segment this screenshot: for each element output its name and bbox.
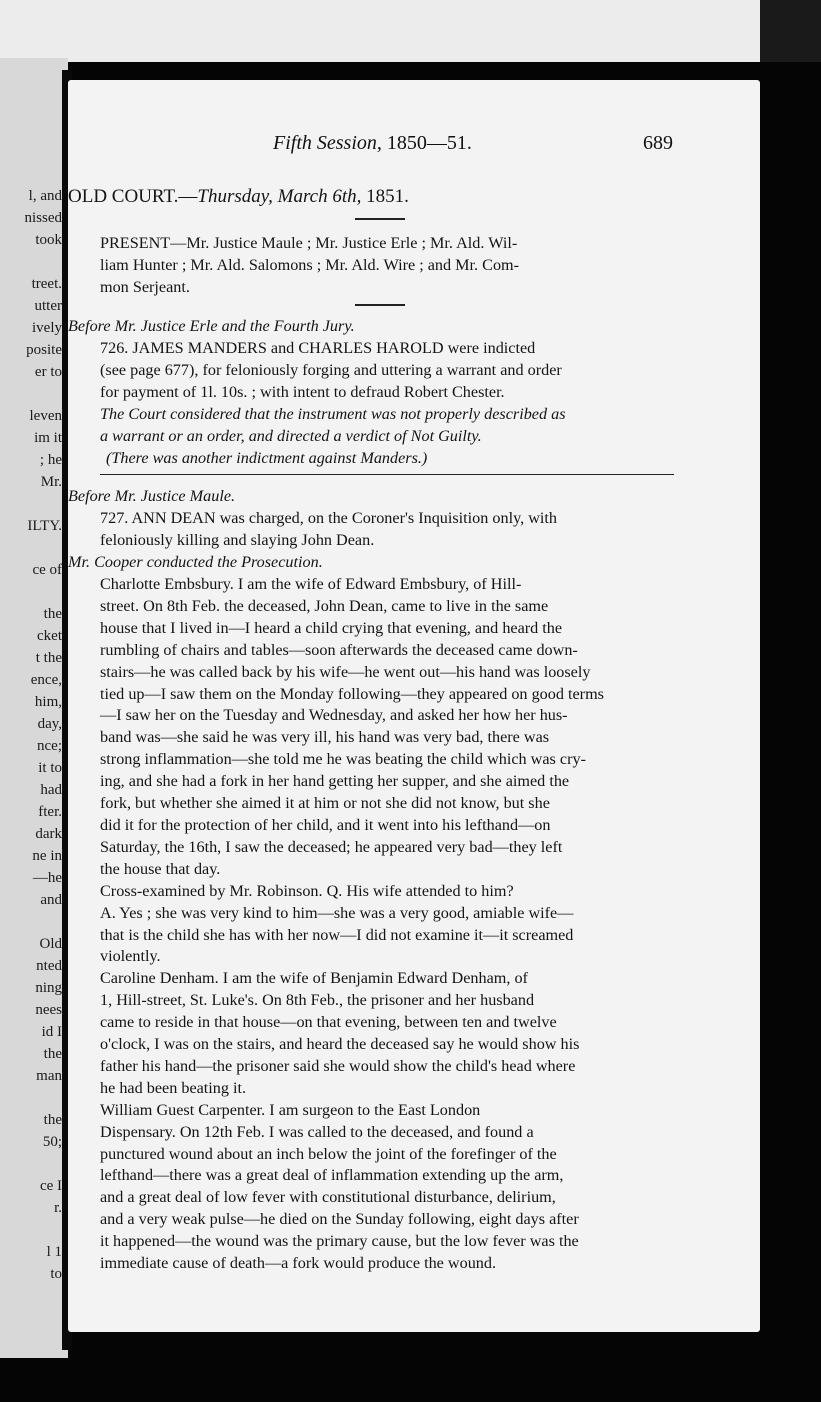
section2-heading: Before Mr. Justice Maule. — [68, 487, 236, 505]
facing-page-text: ning — [35, 980, 62, 996]
facing-page-text: posite — [26, 342, 62, 358]
testimony-line: stairs—he was called back by his wife—he went out—his hand was loosely — [100, 662, 591, 681]
facing-page-text: the — [43, 1046, 62, 1062]
case-726-verdict — [100, 404, 674, 448]
section-divider — [100, 474, 674, 475]
testimony-line: and a great deal of low fever with constitutional disturbance, delirium, — [100, 1188, 556, 1207]
testimony-line: strong inflammation—she told me he was beating the child which was cry- — [100, 750, 586, 769]
facing-page-text: fter. — [38, 804, 62, 820]
case-726-note: (There was another indictment against Manders.) — [106, 449, 428, 467]
testimony-line: rumbling of chairs and tables—soon afterwards the deceased came down- — [100, 640, 578, 659]
present-line: PRESENT—Mr. Justice Maule ; Mr. Justice Erle ; Mr. Ald. Wil- — [100, 234, 518, 252]
testimony-line: house that I lived in—I heard a child crying that evening, and heard the — [100, 618, 563, 637]
facing-page-text: —he — [32, 870, 62, 886]
scan-top-corner — [760, 0, 821, 62]
case-727 — [100, 508, 674, 552]
facing-page-text: it to — [38, 760, 62, 776]
facing-page-text: l, and — [28, 188, 62, 204]
case-line: 726. JAMES MANDERS and CHARLES HAROLD were indicted — [100, 339, 536, 357]
present-rule — [355, 304, 405, 306]
facing-page-text: t the — [35, 650, 62, 666]
court-date: Thursday, March 6th, — [197, 186, 362, 207]
facing-page-text: nce; — [37, 738, 62, 754]
testimony-line: 1, Hill-street, St. Luke's. On 8th Feb., the prisoner and her husband — [100, 991, 535, 1010]
facing-page-text: day, — [37, 716, 62, 732]
case-726 — [100, 338, 674, 404]
scan-top-margin — [0, 0, 821, 62]
testimony-block — [100, 574, 674, 1275]
facing-page-text: the — [43, 606, 62, 622]
facing-page-text: the — [43, 1112, 62, 1128]
page-number: 689 — [643, 132, 673, 154]
facing-page-text: Old — [39, 936, 62, 952]
testimony-line: band was—she said he was very ill, his hand was very bad, there was — [100, 728, 550, 747]
facing-page-text: nees — [35, 1002, 62, 1018]
case-line: (see page 677), for feloniously forging and uttering a warrant and order — [100, 360, 562, 379]
present-line: liam Hunter ; Mr. Ald. Salomons ; Mr. Ald. Wire ; and Mr. Com- — [100, 255, 520, 274]
facing-page-text: ne in — [32, 848, 62, 864]
verdict-line: a warrant or an order, and directed a verdict of Not Guilty. — [100, 426, 482, 445]
facing-page-text: im it — [34, 430, 62, 446]
testimony-line: Dispensary. On 12th Feb. I was called to the deceased, and found a — [100, 1122, 534, 1141]
testimony-line: —I saw her on the Tuesday and Wednesday, and asked her how her hus- — [100, 706, 568, 725]
facing-page-text: leven — [29, 408, 62, 424]
testimony-line: o'clock, I was on the stairs, and heard the deceased say he would show his — [100, 1035, 580, 1054]
facing-page-text: ILTY. — [27, 518, 62, 534]
testimony-line: punctured wound about an inch below the joint of the forefinger of the — [100, 1144, 557, 1163]
running-head — [273, 132, 472, 155]
testimony-line: tied up—I saw them on the Monday following—they appeared on good terms — [100, 684, 604, 703]
present-block — [100, 233, 674, 299]
testimony-line: Caroline Denham. I am the wife of Benjamin Edward Denham, of — [100, 969, 528, 988]
session-years: 1850—51. — [386, 132, 472, 154]
testimony-line: he had been beating it. — [100, 1078, 247, 1097]
testimony-line: Charlotte Embsbury. I am the wife of Edward Embsbury, of Hill- — [100, 575, 522, 593]
testimony-line: father his hand—the prisoner said she would show the child's head where — [100, 1056, 576, 1075]
verdict-line: The Court considered that the instrument was not properly described as — [100, 405, 566, 423]
facing-page-text: treet. — [31, 276, 62, 292]
facing-page-text: to — [50, 1266, 62, 1282]
testimony-line: immediate cause of death—a fork would produce the wound. — [100, 1254, 497, 1273]
facing-page-text: dark — [35, 826, 62, 842]
facing-page-text: ce I — [39, 1178, 62, 1194]
facing-page-text: 50; — [42, 1134, 62, 1150]
court-heading — [68, 186, 760, 208]
heading-rule — [355, 218, 405, 220]
testimony-line: ing, and she had a fork in her hand getting her supper, and she aimed the — [100, 772, 570, 791]
session-title: Fifth Session, — [273, 132, 382, 154]
present-line: mon Serjeant. — [100, 277, 190, 296]
testimony-line: violently. — [100, 947, 161, 966]
document-page — [68, 80, 760, 1332]
facing-page-text: l 1 — [46, 1244, 62, 1260]
facing-page-text: er to — [34, 364, 62, 380]
testimony-line: fork, but whether she aimed it at him or not she did not know, but she — [100, 794, 550, 813]
facing-page-text: id I — [41, 1024, 62, 1040]
facing-page-text: took — [35, 232, 62, 248]
facing-page-text: r. — [54, 1200, 62, 1216]
case-line: for payment of 1l. 10s. ; with intent to defraud Robert Chester. — [100, 382, 505, 401]
testimony-line: Saturday, the 16th, I saw the deceased; he appeared very bad—they left — [100, 837, 563, 856]
testimony-line: the house that day. — [100, 859, 221, 878]
court-name: OLD COURT.— — [68, 186, 198, 207]
facing-page-text: ively — [32, 320, 62, 336]
testimony-line: Cross-examined by Mr. Robinson. Q. His wife attended to him? — [100, 881, 514, 900]
testimony-line: did it for the protection of her child, and it went into his lefthand—on — [100, 815, 551, 834]
facing-page-text: nissed — [24, 210, 62, 226]
section1-heading: Before Mr. Justice Erle and the Fourth Jury. — [68, 317, 355, 335]
facing-page-text: had — [40, 782, 62, 798]
facing-page-text: utter — [34, 298, 62, 314]
testimony-line: A. Yes ; she was very kind to him—she was a very good, amiable wife— — [100, 903, 574, 922]
facing-page-text: Mr. — [40, 474, 62, 490]
facing-page-text: ce of — [32, 562, 62, 578]
testimony-line: street. On 8th Feb. the deceased, John Dean, came to live in the same — [100, 596, 549, 615]
testimony-line: it happened—the wound was the primary cause, but the low fever was the — [100, 1232, 579, 1251]
testimony-line: William Guest Carpenter. I am surgeon to the East London — [100, 1100, 481, 1119]
facing-page-edge — [0, 58, 68, 1358]
court-year: 1851. — [366, 186, 409, 207]
case-line: feloniously killing and slaying John Dean. — [100, 530, 375, 549]
facing-page-text: nted — [36, 958, 62, 974]
facing-page-text: ; he — [39, 452, 62, 468]
facing-page-text: ence, — [30, 672, 62, 688]
facing-page-text: and — [40, 892, 62, 908]
facing-page-text: him, — [34, 694, 62, 710]
prosecution-line: Mr. Cooper conducted the Prosecution. — [68, 553, 323, 571]
testimony-line: that is the child she has with her now—I did not examine it—it screamed — [100, 925, 574, 944]
case-line: 727. ANN DEAN was charged, on the Coroner's Inquisition only, with — [100, 509, 558, 527]
facing-page-text: cket — [37, 628, 62, 644]
testimony-line: and a very weak pulse—he died on the Sunday following, eight days after — [100, 1210, 579, 1229]
facing-page-text: man — [36, 1068, 62, 1084]
testimony-line: lefthand—there was a great deal of inflammation extending up the arm, — [100, 1166, 564, 1185]
testimony-line: came to reside in that house—on that evening, between ten and twelve — [100, 1013, 557, 1032]
